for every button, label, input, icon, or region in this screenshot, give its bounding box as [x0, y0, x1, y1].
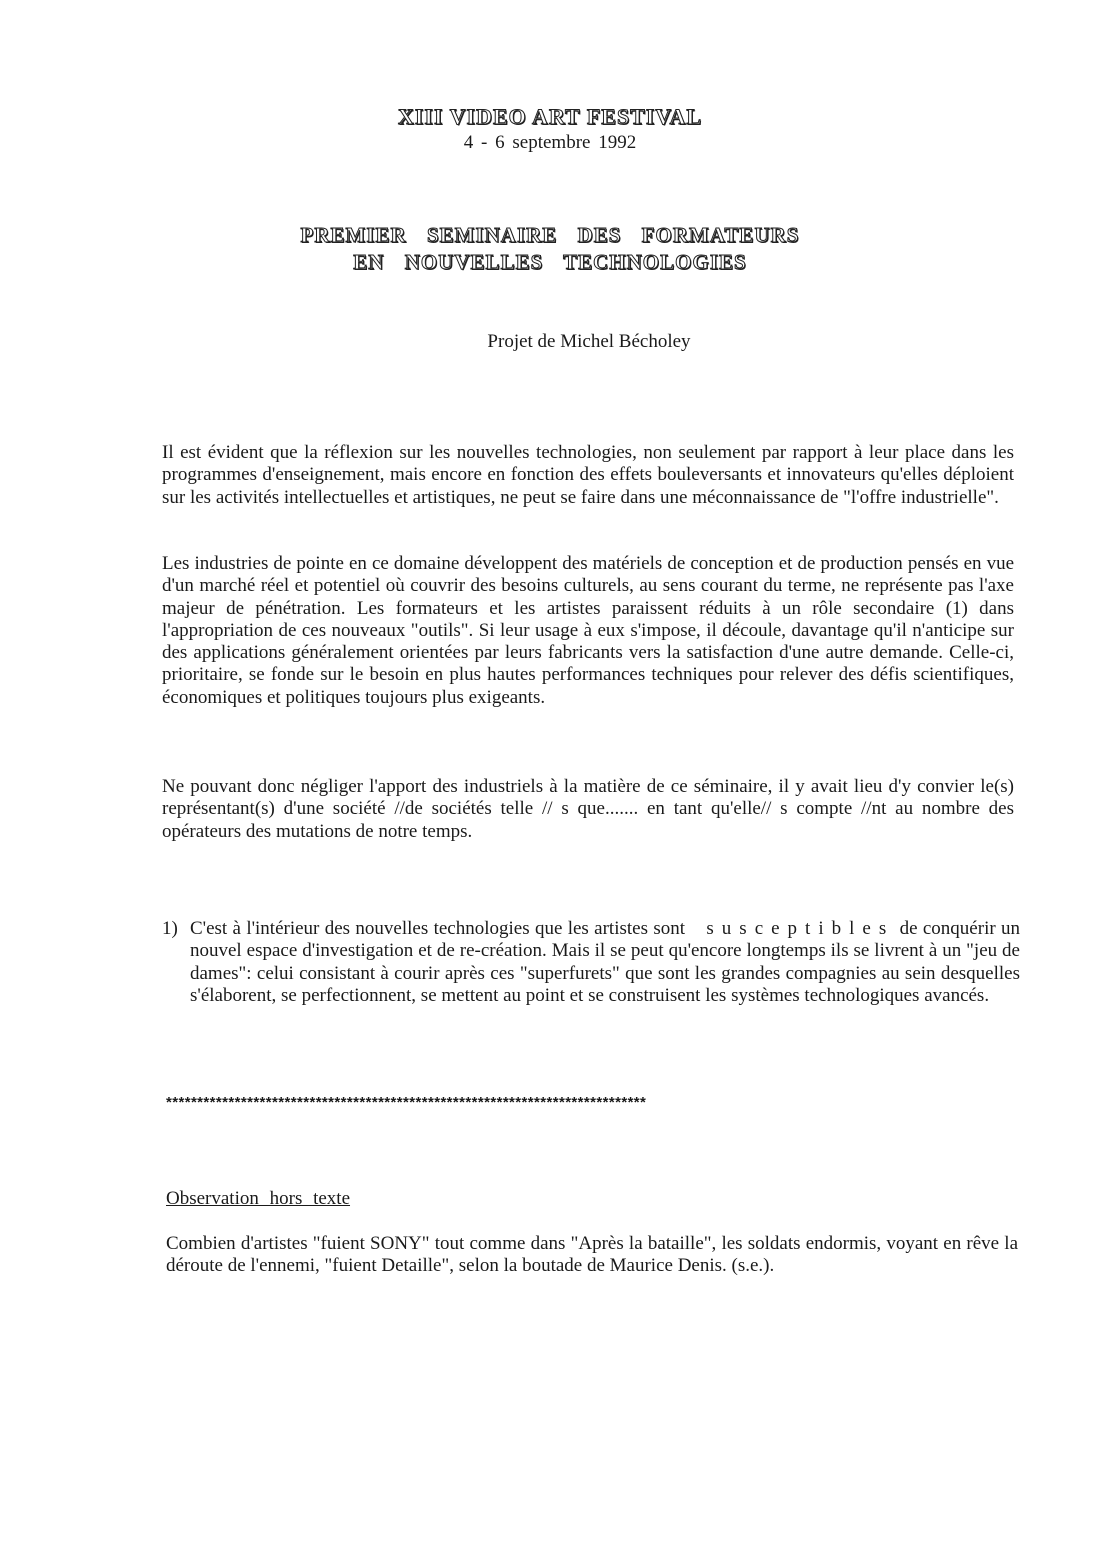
observation-paragraph	[166, 1233, 1018, 1278]
footnote-text-start: C'est à l'intérieur des nouvelles technologies que les artistes sont	[190, 918, 686, 939]
paragraph-text: Ne pouvant donc négliger l'apport des industriels à la matière de ce séminaire, il y avait lieu d'y convier le(s) représentant(s) d'une société //de sociétés telle // s que....... en tant qu'elle// s compte //nt au nombre des opérateurs des mutations de notre temps.	[162, 776, 1014, 842]
paragraph-text: Combien d'artistes "fuient SONY" tout comme dans "Après la bataille", les soldats endormis, voyant en rêve la déroute de l'ennemi, "fuient Detaille", selon la boutade de Maurice Denis. (s.e.).	[166, 1233, 1018, 1277]
footnote	[162, 918, 1020, 1007]
asterisk-separator: *****************************************************************************	[166, 1094, 647, 1111]
footnote-text	[190, 918, 1020, 1007]
body-paragraph-1	[162, 442, 1014, 509]
seminar-title-line-1: PREMIER SEMINAIRE DES FORMATEURS	[300, 223, 800, 247]
paragraph-text: Il est évident que la réflexion sur les nouvelles technologies, non seulement par rapport à leur place dans les programmes d'enseignement, mais encore en fonction des effets bouleversants et innovateurs qu'elles déploient sur les activités intellectuelles et artistiques, ne peut se faire dans une méconnaissance de "l'offre industrielle".	[162, 442, 1014, 508]
seminar-title-line-2: EN NOUVELLES TECHNOLOGIES	[353, 250, 747, 274]
body-paragraph-3	[162, 776, 1014, 843]
footnote-text-end: de conquérir un nouvel espace d'investigation et de re-création. Mais il se peut qu'encore longtemps ils se livrent à un "jeu de dames": celui consistant à courir après ces "superfurets" que sont les grandes compagnies au sein desquelles s'élaborent, se perfectionnent, se mettent au point et se construisent les systèmes technologiques avancés.	[190, 918, 1021, 1006]
footnote-spaced-word: susceptibles	[706, 918, 895, 939]
body-paragraph-2	[162, 553, 1014, 709]
author-line: Projet de Michel Bécholey	[487, 331, 691, 352]
festival-title: XIII VIDEO ART FESTIVAL	[397, 104, 703, 129]
paragraph-text: Les industries de pointe en ce domaine développent des matériels de conception et de production pensés en vue d'un marché réel et potentiel où couvrir des besoins culturels, au sens courant du terme, ne représente pas l'axe majeur de pénétration. Les formateurs et les artistes paraissent réduits à un rôle secondaire (1) dans l'appropriation de ces nouveaux "outils". Si leur usage à eux s'impose, il découle, davantage qu'il n'anticipe sur des applications généralement orientées par leurs fabricants vers la satisfaction d'une autre demande. Celle-ci, prioritaire, se fonde sur le besoin en plus hautes performances techniques pour relever des défis scientifiques, économiques et politiques toujours plus exigeants.	[162, 553, 1014, 708]
festival-date: 4 - 6 septembre 1992	[463, 132, 637, 153]
observation-heading: Observation hors texte	[166, 1188, 351, 1209]
seminar-title	[0, 222, 1100, 276]
footnote-number: 1)	[162, 918, 178, 939]
